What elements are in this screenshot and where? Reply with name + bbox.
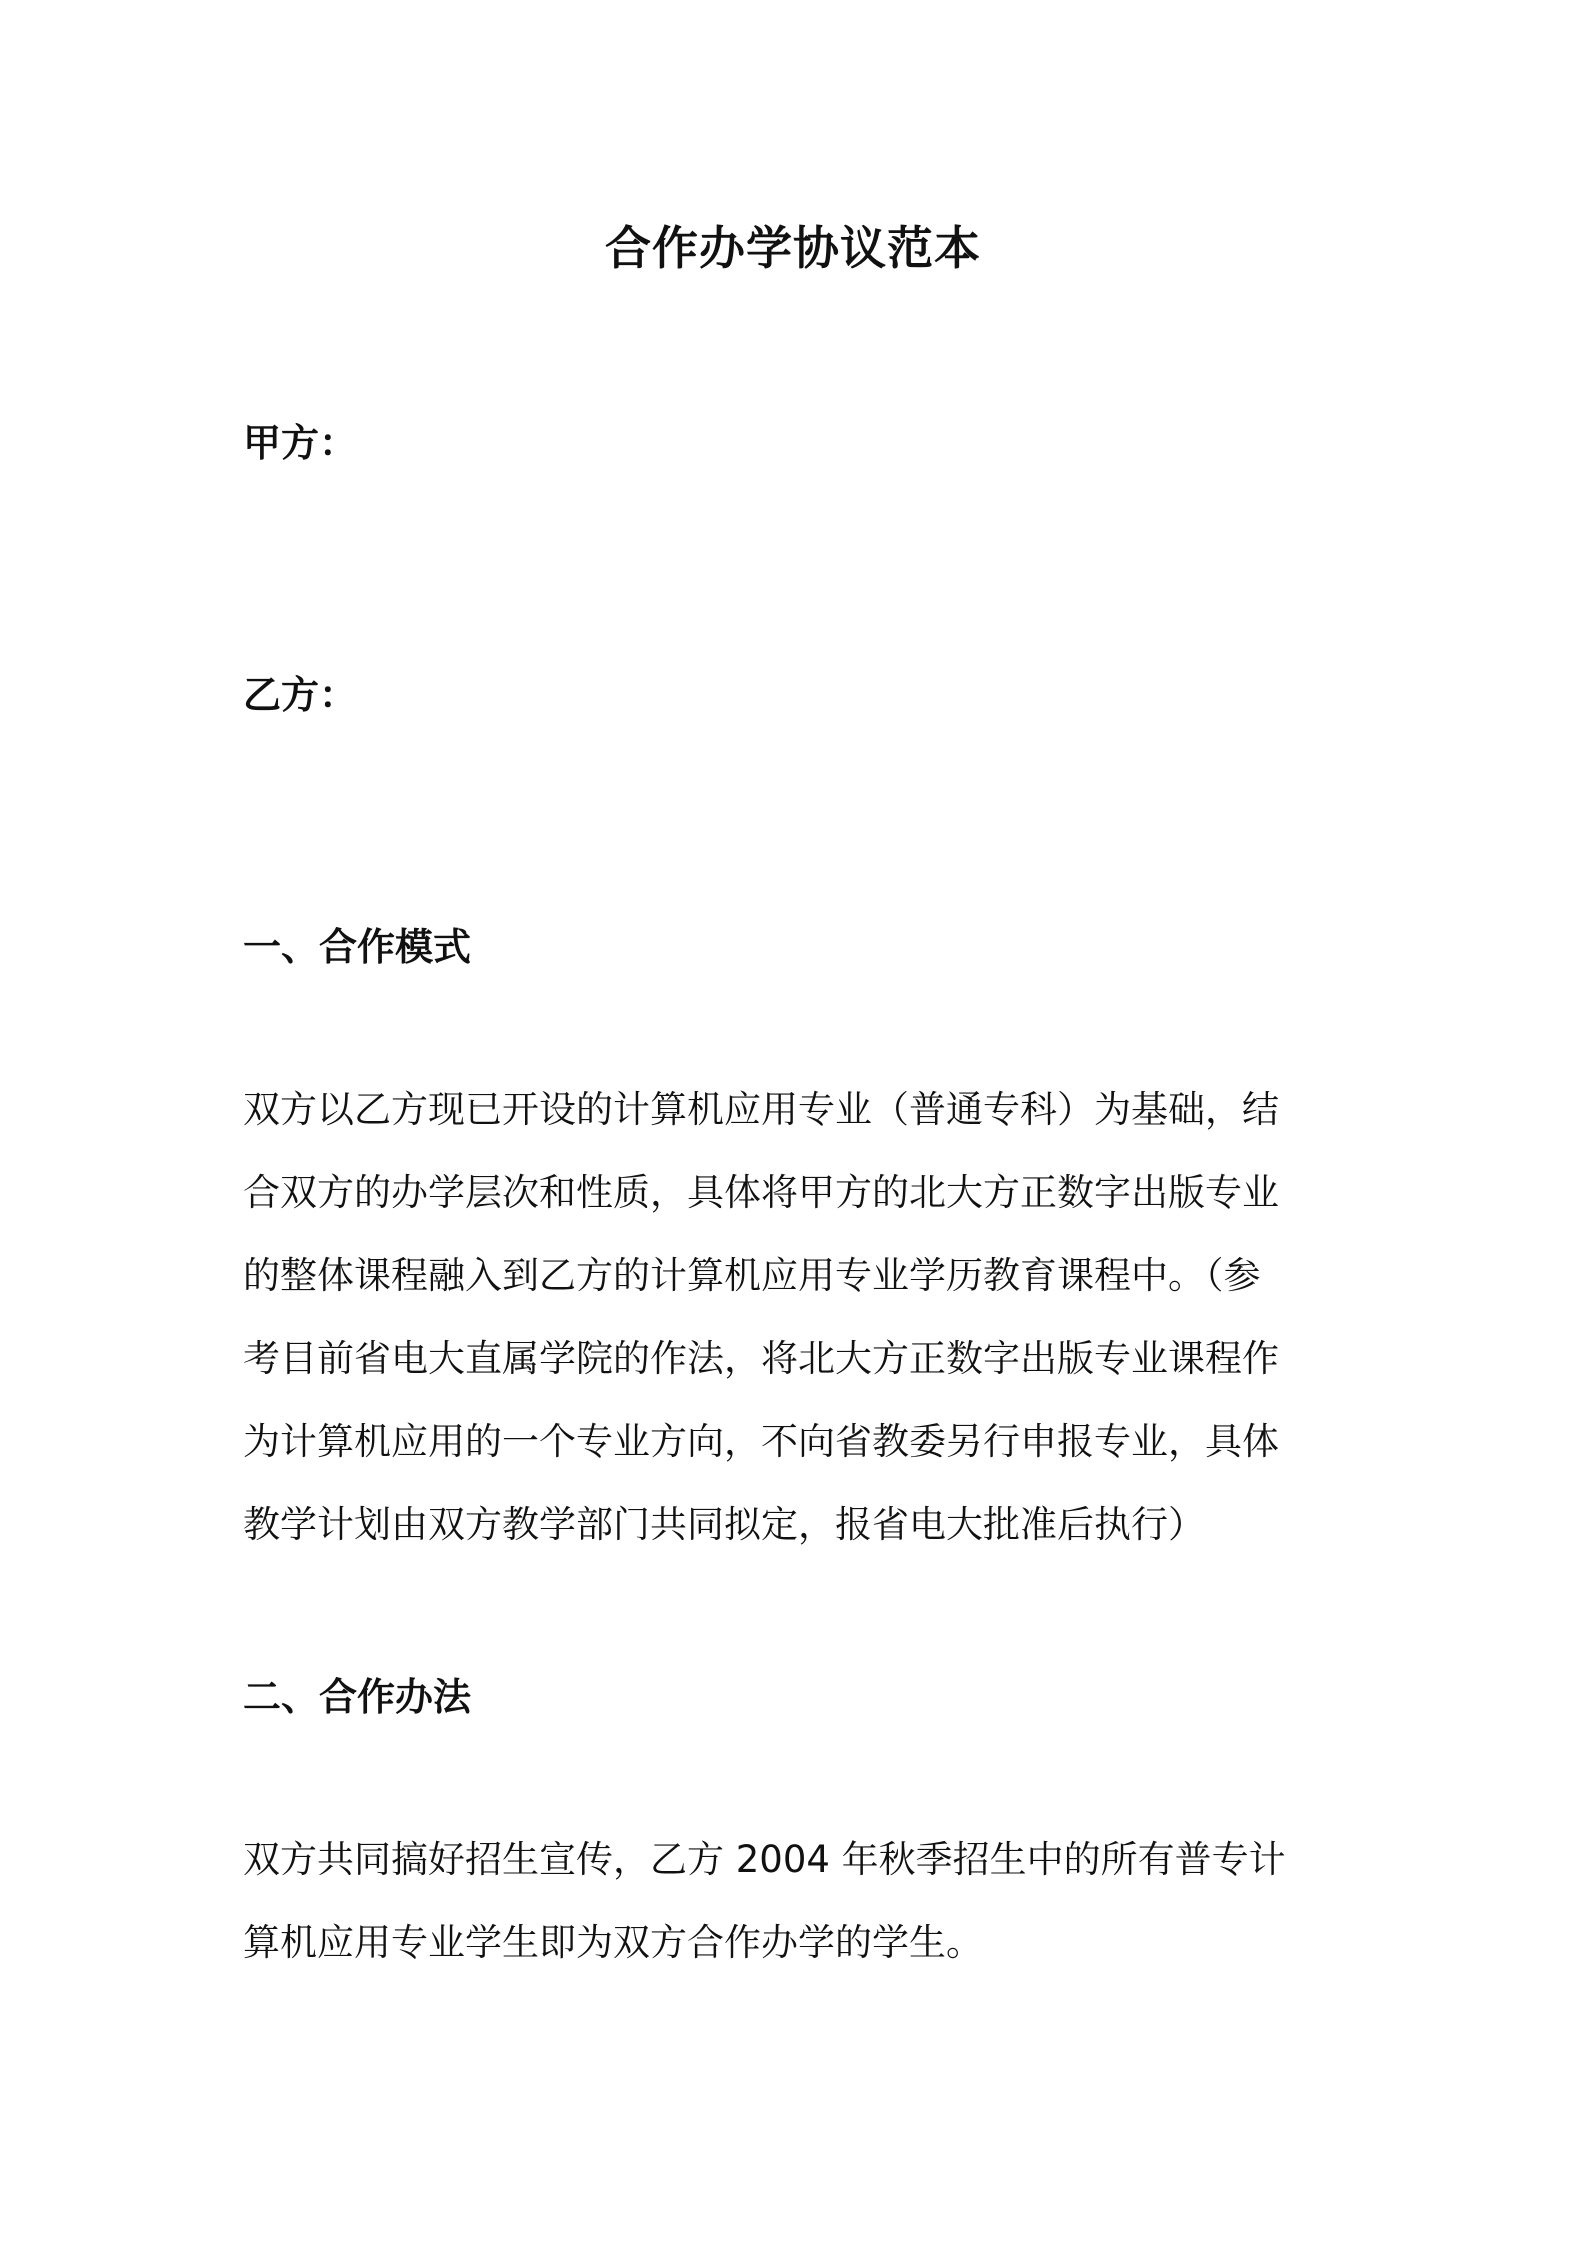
section-heading-cooperation-method: 二、合作办法 [243, 1675, 472, 1719]
paragraph-line: 合双方的办学层次和性质，具体将甲方的北大方正数字出版专业 [243, 1171, 1279, 1214]
paragraph-line: 双方共同搞好招生宣传，乙方 2004 年秋季招生中的所有普专计 [243, 1838, 1286, 1881]
paragraph-line: 双方以乙方现已开设的计算机应用专业（普通专科）为基础，结 [243, 1088, 1279, 1131]
section-body-cooperation-mode [243, 1068, 1353, 1566]
document-title: 合作办学协议范本 [605, 221, 981, 275]
paragraph-line: 为计算机应用的一个专业方向，不向省教委另行申报专业，具体 [243, 1420, 1279, 1463]
paragraph-line: 考目前省电大直属学院的作法，将北大方正数字出版专业课程作 [243, 1337, 1279, 1380]
party-b-label: 乙方： [243, 673, 358, 717]
paragraph-line: 的整体课程融入到乙方的计算机应用专业学历教育课程中。（参 [243, 1254, 1261, 1297]
party-a-label: 甲方： [243, 421, 358, 465]
paragraph-line: 算机应用专业学生即为双方合作办学的学生。 [243, 1921, 983, 1964]
section-heading-cooperation-mode: 一、合作模式 [243, 925, 472, 969]
paragraph-line: 教学计划由双方教学部门共同拟定，报省电大批准后执行） [243, 1503, 1205, 1546]
section-body-cooperation-method [243, 1818, 1353, 1984]
